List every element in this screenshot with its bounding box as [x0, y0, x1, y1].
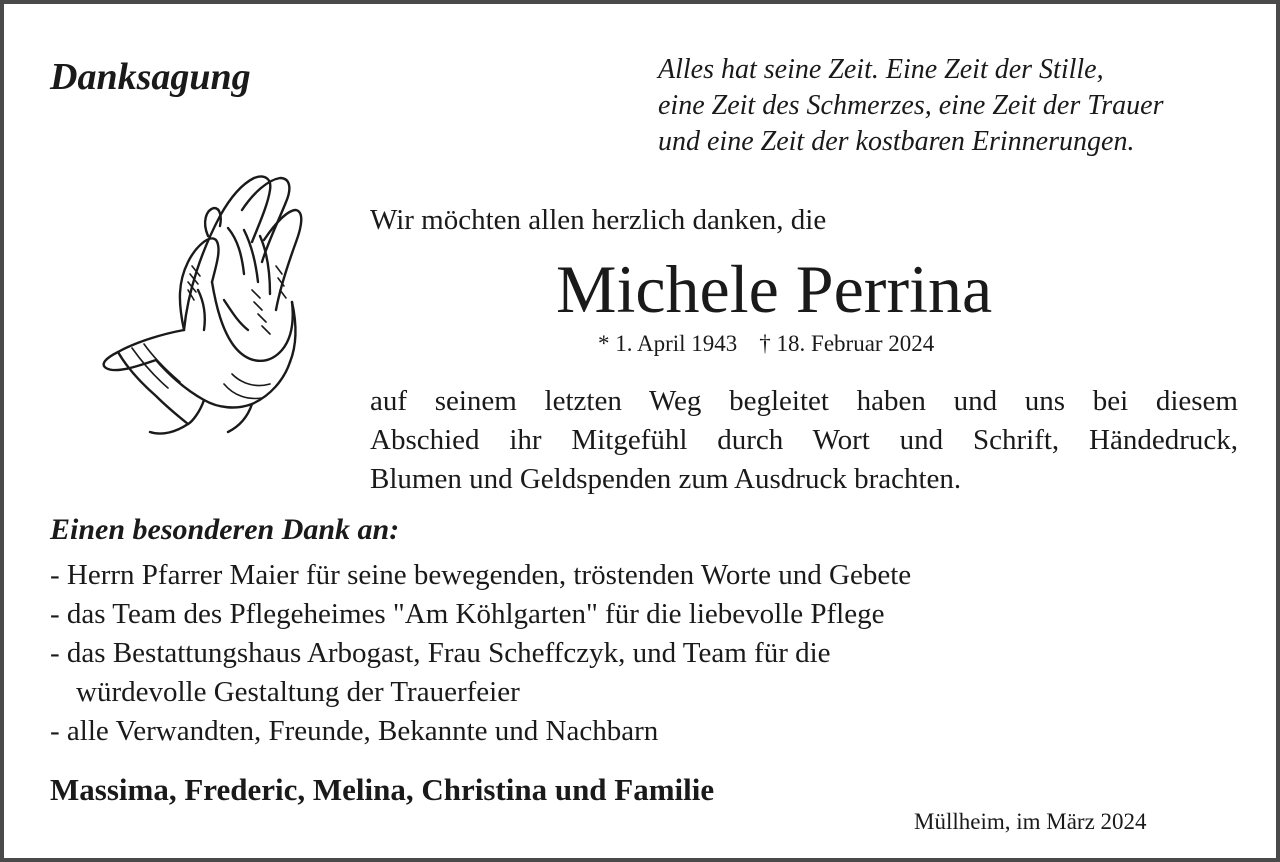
- list-item: - das Bestattungshaus Arbogast, Frau Scheffczyk, und Team für die: [50, 637, 831, 669]
- motto-quote: [658, 52, 1163, 160]
- family-signature: Massima, Frederic, Melina, Christina und Familie: [50, 772, 715, 807]
- thanks-line: Abschied ihr Mitgefühl durch Wort und Schrift, Händedruck,: [370, 424, 1238, 456]
- motto-line: und eine Zeit der kostbaren Erinnerungen.: [658, 126, 1135, 157]
- death-date: † 18. Februar 2024: [759, 331, 935, 356]
- notice-heading: Danksagung: [50, 56, 251, 98]
- praying-hands-icon: [92, 170, 308, 440]
- list-item: - Herrn Pfarrer Maier für seine bewegenden, tröstenden Worte und Gebete: [50, 559, 912, 591]
- list-item: - alle Verwandten, Freunde, Bekannte und Nachbarn: [50, 715, 659, 747]
- life-dates: [598, 328, 934, 360]
- motto-line: Alles hat seine Zeit. Eine Zeit der Stille,: [658, 54, 1104, 85]
- intro-text: Wir möchten allen herzlich danken, die: [370, 204, 827, 236]
- motto-line: eine Zeit des Schmerzes, eine Zeit der Trauer: [658, 90, 1164, 121]
- list-item-continuation: würdevolle Gestaltung der Trauerfeier: [76, 676, 520, 708]
- thanks-line: Blumen und Geldspenden zum Ausdruck brachten.: [370, 463, 962, 495]
- special-thanks-heading: Einen besonderen Dank an:: [50, 513, 400, 546]
- special-thanks-list: [50, 556, 911, 751]
- place-date: Müllheim, im März 2024: [914, 809, 1147, 834]
- birth-date: * 1. April 1943: [598, 331, 738, 356]
- deceased-name: Michele Perrina: [556, 251, 993, 327]
- list-item: - das Team des Pflegeheimes "Am Köhlgarten" für die liebevolle Pflege: [50, 598, 885, 630]
- thanks-paragraph: [370, 382, 1238, 499]
- thanks-line: auf seinem letzten Weg begleitet haben und uns bei diesem: [370, 385, 1238, 417]
